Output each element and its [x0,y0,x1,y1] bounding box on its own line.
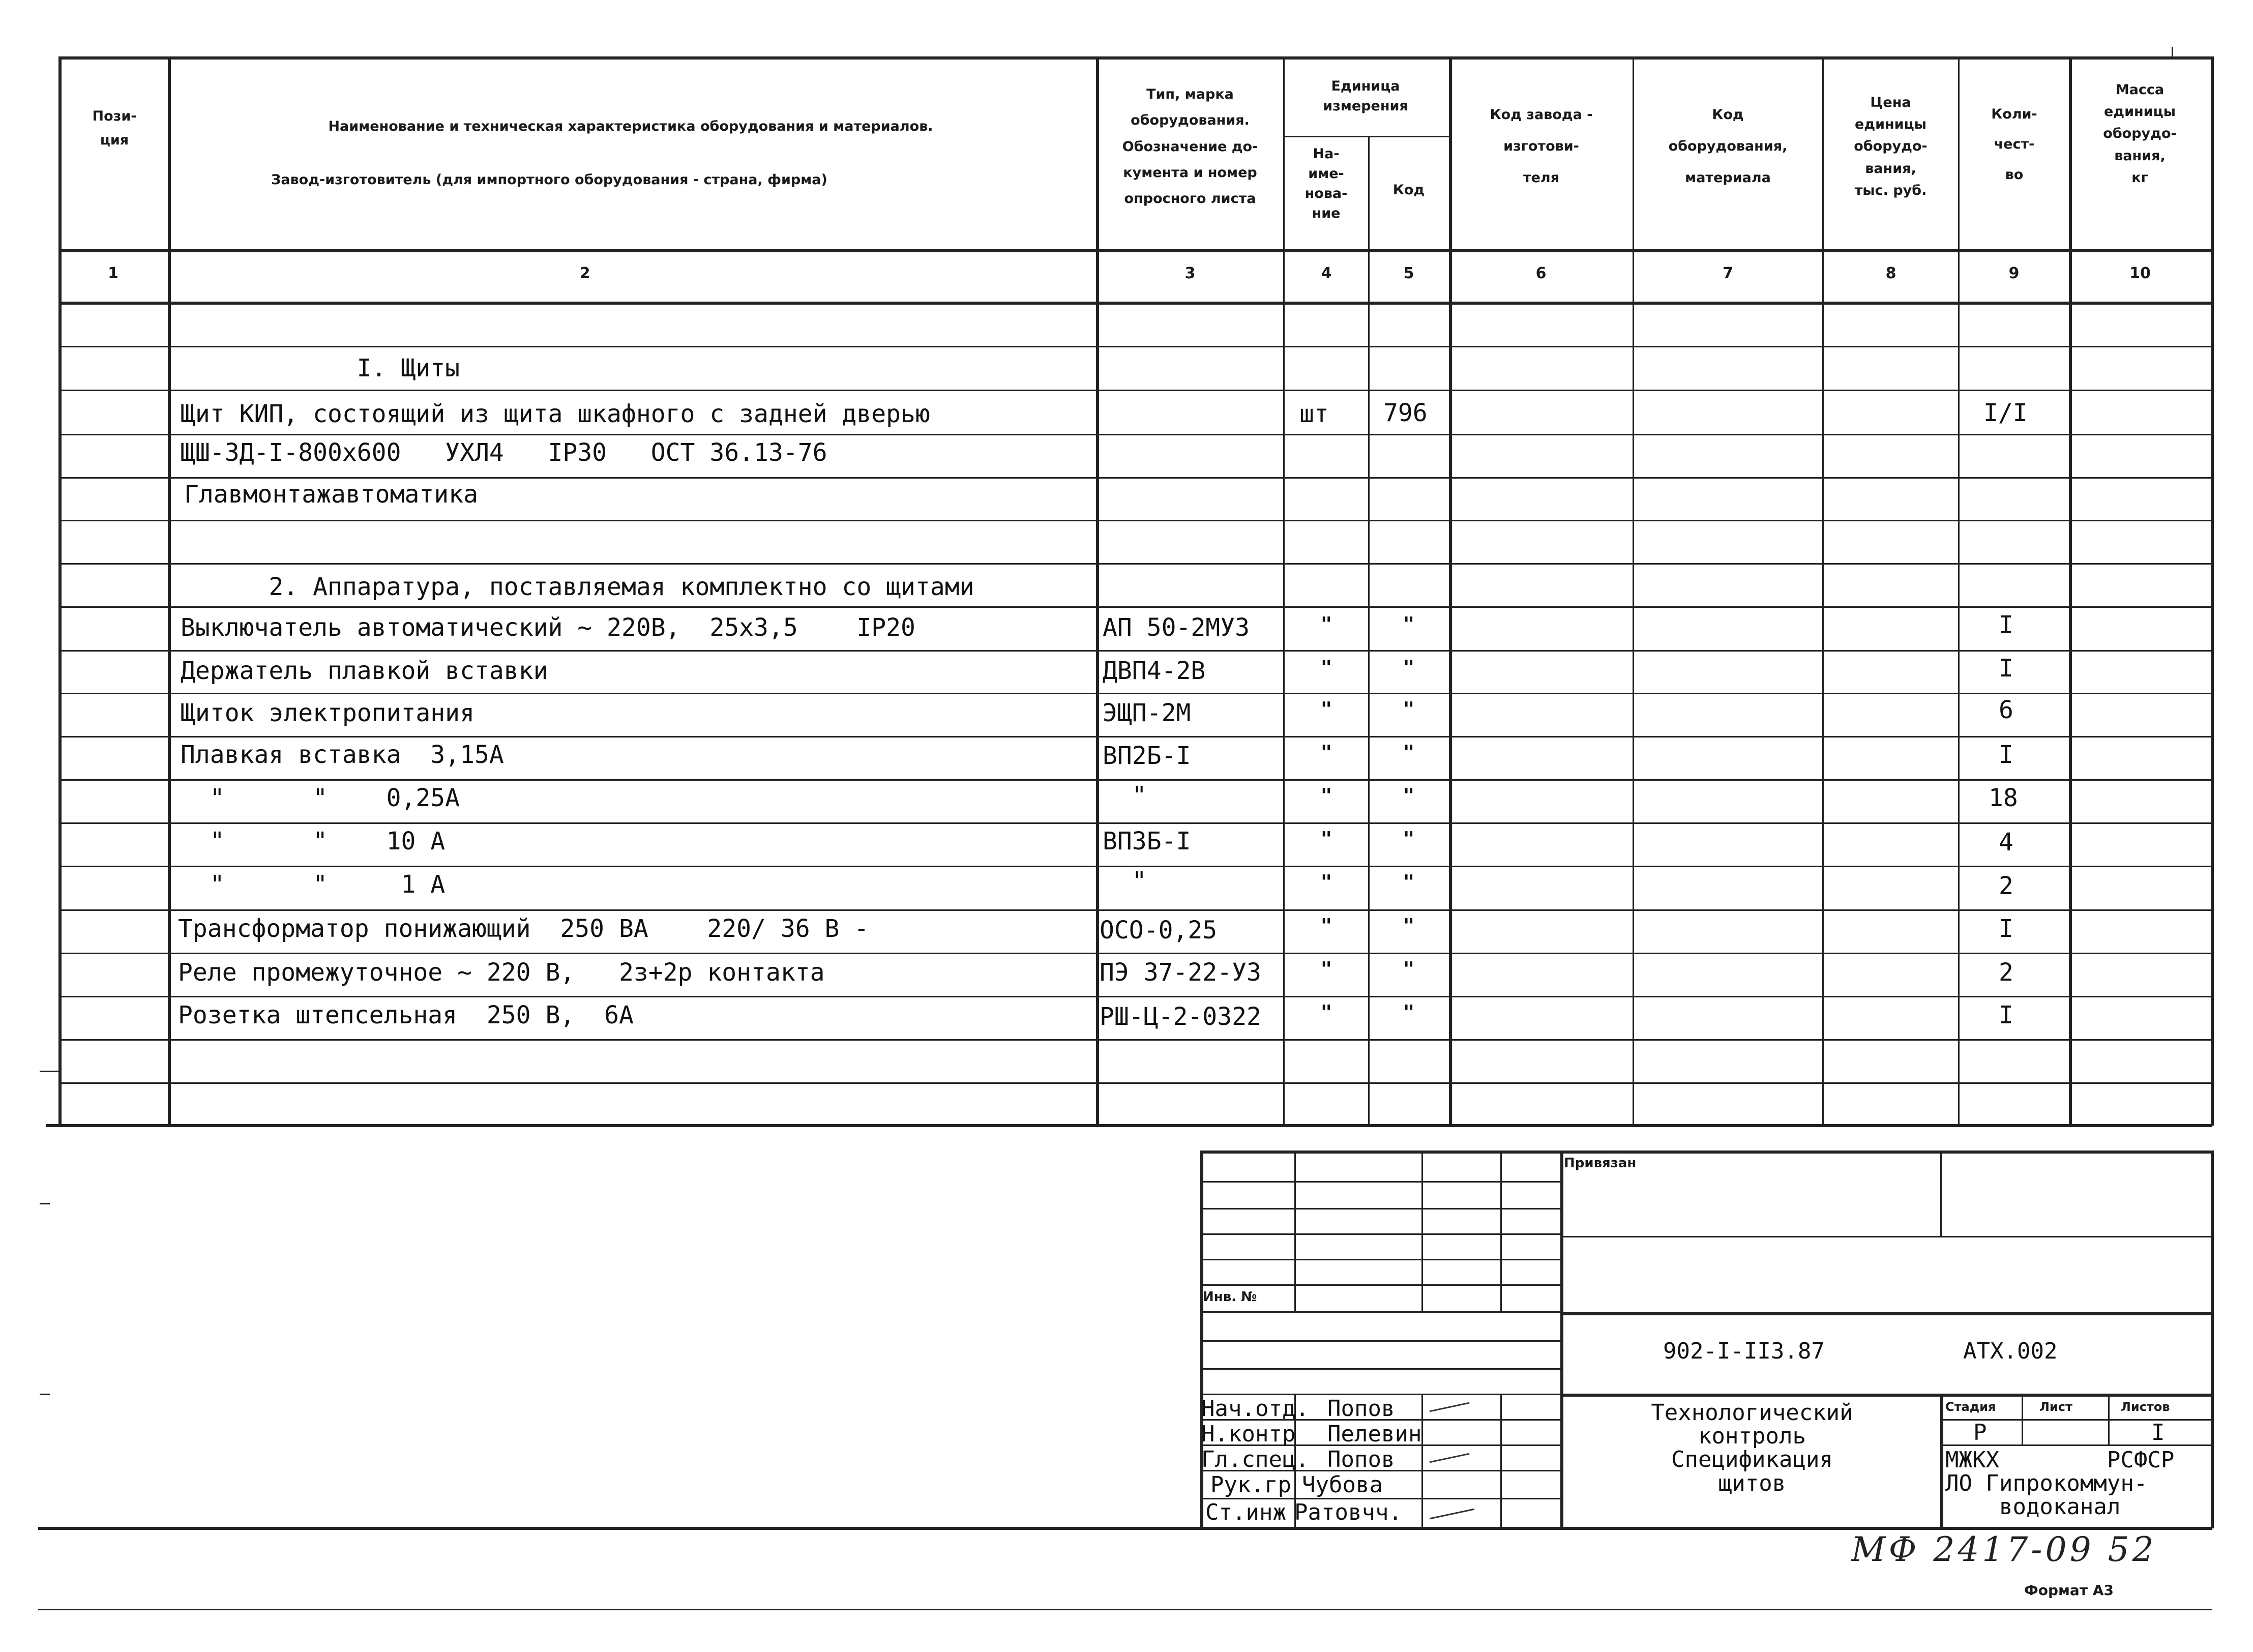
table-row-name: Главмонтажавтоматика [184,480,478,509]
table-row-unit: " [1320,741,1332,763]
header-type: Тип, марка оборудования. Обозначение до- кумента и номер опросного листа [1122,86,1258,207]
header-manufacturer-code: Код завода - изготови- теля [1490,107,1593,186]
signature-mark [1430,1509,1475,1520]
staff-name: Пелевин [1327,1421,1422,1447]
signature-mark [1430,1402,1470,1412]
privyazan-label: Привязан [1564,1156,1637,1171]
table-row-name: ЩШ-ЗД-I-800x600 УХЛ4 IP30 ОСТ 36.13-76 [181,438,827,467]
table-row-type: ОСО-0,25 [1100,916,1218,945]
staff-name: Попов [1327,1447,1395,1472]
table-row-name: " " 1 А [181,870,446,899]
table-row-type: АП 50-2МУЗ [1103,613,1250,642]
table-row-unit: " [1320,1001,1332,1023]
table-row-qty: I [1999,611,2013,639]
table-row-name: Плавкая вставка 3,15А [181,741,504,769]
table-row-name: Щиток электропитания [181,699,475,727]
doc-number: 902-I-II3.87 [1663,1338,1825,1364]
header-mass: Масса единицы оборудо- вания, кг [2103,82,2177,186]
table-row-name: Трансформатор понижающий 250 ВА 220/ 36 В - [178,914,869,943]
table-row-name: Держатель плавкой вставки [181,657,548,685]
table-row-code: " [1403,613,1415,635]
staff-name: Ратовчч. [1294,1499,1402,1525]
col-num-2: 2 [579,264,590,282]
table-row-code: " [1403,914,1415,937]
table-row-qty: 2 [1999,958,2013,987]
sheets-label: Листов [2121,1400,2170,1414]
staff-role: Ст.инж [1205,1499,1286,1525]
table-row-qty: 4 [1999,828,2013,857]
table-row-code: " [1403,656,1415,678]
sheet-label: Лист [2039,1400,2072,1414]
staff-role: Рук.гр [1210,1472,1291,1498]
table-row-unit: " [1320,958,1332,980]
table-row-type: РШ-Ц-2-0322 [1100,1002,1261,1031]
table-row-qty: 18 [1989,784,2018,812]
table-row-unit: " [1320,656,1332,678]
staff-role: Гл.спец. [1201,1447,1309,1472]
header-position: Пози- ция [92,108,137,149]
table-row-qty: I [1999,1001,2013,1029]
table-row-name: " " 0,25А [181,784,460,812]
table-row-qty: I/I [1983,399,2028,427]
table-row-qty: 6 [1999,696,2013,724]
col-num-8: 8 [1885,264,1896,282]
table-row-code: " [1403,871,1415,893]
col-num-10: 10 [2129,264,2151,282]
sheets-value: I [2151,1420,2165,1446]
col-num-6: 6 [1535,264,1547,282]
table-row-type: ДВП4-2В [1103,657,1206,685]
header-price: Цена единицы оборудо- вания, тыс. руб. [1854,95,1928,198]
table-row-code: " [1403,828,1415,850]
table-row-code: 796 [1383,399,1428,427]
header-equipment-code: Код оборудования, материала [1668,107,1788,186]
table-row-unit: " [1320,784,1332,807]
table-row-name: " " 10 А [181,827,446,855]
header-name-line1: Наименование и техническая характеристика оборудования и материалов. [328,119,933,134]
table-row-name: Выключатель автоматический ~ 220В, 25x3,5 IP20 [181,613,915,642]
table-row-type: ВП2Б-I [1103,742,1191,770]
table-row-qty: 2 [1999,872,2013,900]
table-row-unit: " [1320,914,1332,937]
table-row-type: ВП3Б-I [1103,827,1191,855]
table-row-code: " [1403,958,1415,980]
staff-role: Нач.отд. [1201,1396,1309,1422]
stage-value: Р [1973,1420,1987,1446]
staff-name: Чубова [1302,1472,1383,1498]
table-row-type: " [1103,781,1147,810]
col-num-3: 3 [1184,264,1196,282]
staff-role: Н.контр [1201,1421,1296,1447]
table-row-code: " [1403,698,1415,720]
inv-no-label: Инв. № [1203,1289,1257,1305]
signature-mark [1430,1453,1470,1463]
doc-code: АТХ.002 [1963,1338,2058,1364]
header-unit-code: Код [1392,182,1425,198]
col-num-7: 7 [1723,264,1733,282]
table-row-unit: " [1320,613,1332,635]
table-row-qty: I [1999,741,2013,769]
table-row-type: ПЭ 37-22-УЗ [1100,958,1261,987]
col-num-1: 1 [108,264,118,282]
col-num-9: 9 [2008,264,2020,282]
table-row-unit: " [1320,828,1332,850]
handwritten-archive-number: МФ 2417-09 52 [1851,1530,2157,1569]
staff-name: Попов [1327,1396,1395,1422]
header-name-line2: Завод-изготовитель (для импортного оборудования - страна, фирма) [271,172,827,188]
table-row-code: " [1403,1001,1415,1023]
table-row-qty: I [1999,654,2013,683]
table-row-type: " [1103,867,1147,895]
table-row-unit: " [1320,871,1332,893]
table-row-unit: " [1320,698,1332,720]
table-row-type: ЭЩП-2М [1103,699,1191,727]
col-num-4: 4 [1321,264,1332,282]
table-row-qty: I [1999,914,2013,943]
organization: МЖКХ РСФСР ЛО Гипрокоммун- водоканал [1945,1447,2175,1520]
table-row-unit: шт [1299,400,1329,428]
header-quantity: Коли- чест- во [1991,106,2037,183]
table-row-code: " [1403,741,1415,763]
table-row-name: Щит КИП, состоящий из щита шкафного с задней дверью [181,400,930,428]
table-row-name: I. Щиты [181,354,460,382]
table-row-name: 2. Аппаратура, поставляемая комплектно со щитами [181,573,974,601]
table-row-name: Розетка штепсельная 250 В, 6А [178,1001,634,1029]
stage-label: Стадия [1945,1400,1996,1414]
header-unit-group: Единица измерения [1323,78,1408,114]
doc-title: Технологический контроль Спецификация щитов [1651,1400,1853,1496]
header-unit-name: На- име- нова- ние [1305,146,1348,222]
table-row-code: " [1403,784,1415,807]
table-row-name: Реле промежуточное ~ 220 В, 2з+2р контакта [178,958,825,987]
col-num-5: 5 [1403,264,1414,282]
format-label: Формат А3 [2024,1582,2114,1599]
